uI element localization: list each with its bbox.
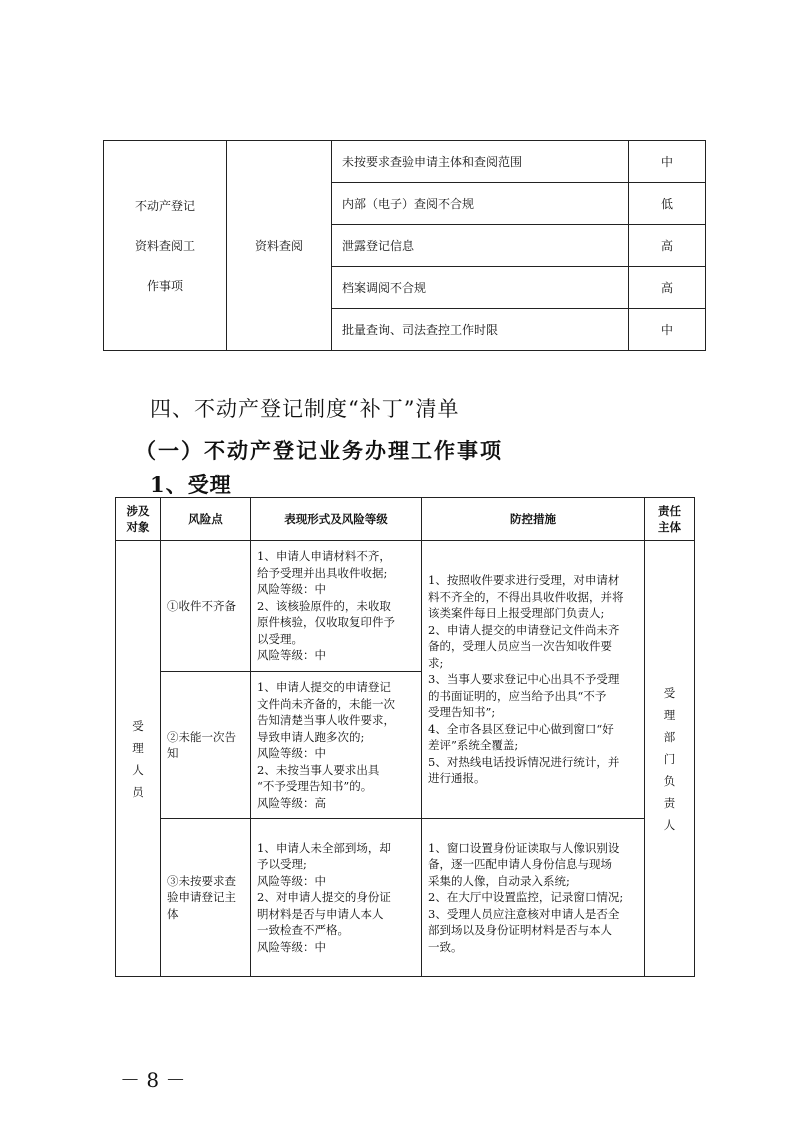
measure-line: 1、窗口设置身份证读取与人像识别设 <box>428 840 620 855</box>
owner-char: 责 <box>663 795 676 810</box>
category-line: 不动产登记 <box>134 198 195 213</box>
top-risk-table <box>103 140 706 351</box>
measure-line: 求; <box>428 655 444 670</box>
measure-line: 受理告知书”; <box>428 705 496 720</box>
risk-cell: 批量查询、司法查控工作时限 <box>332 308 629 350</box>
category-line: 资料查阅工 <box>134 238 195 253</box>
level-cell: 中 <box>629 141 706 183</box>
header-line: 对象 <box>126 520 150 534</box>
form-line: 文件尚未齐备的，未能一次 <box>257 696 395 711</box>
form-line: 风险等级：中 <box>257 939 326 954</box>
owner-char: 理 <box>663 707 676 722</box>
form-line: 2、该核验原件的，未收取 <box>257 598 391 613</box>
form-cell <box>251 672 422 819</box>
measure-line: 采集的人像，自动录入系统; <box>428 873 570 888</box>
subsection-heading: （一）不动产登记业务办理工作事项 <box>135 438 503 463</box>
measure-line: 3、受理人员应注意核对申请人是否全 <box>428 906 620 921</box>
form-line: 2、对申请人提交的身份证 <box>257 890 391 905</box>
risk-point-cell: ②未能一次告知 <box>161 672 251 819</box>
measure-line: 料不齐全的，不得出具收件收据，并将 <box>428 589 624 604</box>
form-line: 风险等级：中 <box>257 746 326 760</box>
owner-cell <box>645 541 695 977</box>
subject-char: 受 <box>132 718 144 733</box>
risk-cell: 未按要求查验申请主体和查阅范围 <box>332 141 629 183</box>
subject-char: 理 <box>132 740 144 755</box>
measure-line: 备的，受理人员应当一次告知收件要 <box>428 639 612 654</box>
measure-line: 2、申请人提交的申请登记文件尚未齐 <box>428 622 620 637</box>
risk-cell: 内部（电子）查阅不合规 <box>332 182 629 224</box>
form-line: 风险等级：高 <box>257 795 326 810</box>
form-line: 原件核验，仅收取复印件予 <box>257 615 395 630</box>
header-form-level: 表现形式及风险等级 <box>251 498 422 541</box>
category-cell <box>104 141 227 351</box>
measure-line: 1、按照收件要求进行受理，对申请材 <box>428 573 620 588</box>
owner-char: 部 <box>663 729 676 744</box>
owner-char: 负 <box>663 773 676 788</box>
risk-cell: 泄露登记信息 <box>332 224 629 266</box>
form-line: 1、申请人申请材料不齐， <box>257 549 391 564</box>
level-cell: 高 <box>629 224 706 266</box>
form-line: 明材料是否与申请人本人 <box>257 906 384 921</box>
section-heading: 四、不动产登记制度“补丁”清单 <box>150 397 460 421</box>
category-line: 作事项 <box>146 278 183 293</box>
form-line: 导致申请人跑多次的; <box>257 729 365 744</box>
owner-char: 门 <box>663 751 676 766</box>
level-cell: 高 <box>629 266 706 308</box>
measure-line: 部到场以及身份证明材料是否与本人 <box>428 923 612 938</box>
header-subject <box>116 498 161 541</box>
subject-char: 人 <box>132 762 144 777</box>
form-line: 1、申请人提交的申请登记 <box>257 680 391 694</box>
header-owner <box>645 498 695 541</box>
header-line: 责任 <box>658 504 681 518</box>
form-line: 风险等级：中 <box>257 648 326 663</box>
form-line: 给予受理并出具收件收据; <box>257 565 388 580</box>
measure-line: 该类案件每日上报受理部门负责人; <box>428 606 605 621</box>
risk-point-cell: ①收件不齐备 <box>161 541 251 672</box>
risk-cell: 档案调阅不合规 <box>332 266 629 308</box>
owner-char: 受 <box>663 685 676 700</box>
subject-char: 员 <box>132 784 144 799</box>
acceptance-risk-table <box>115 497 695 977</box>
measure-line: 3、当事人要求登记中心出具不予受理 <box>428 672 620 687</box>
header-line: 涉及 <box>126 504 150 518</box>
header-line: 主体 <box>658 520 681 534</box>
page-number: － 8 － <box>120 1068 186 1092</box>
measures-cell <box>422 819 645 977</box>
form-cell <box>251 819 422 977</box>
subject-cell <box>116 541 161 977</box>
level-cell: 低 <box>629 182 706 224</box>
measure-line: 一致。 <box>428 939 463 954</box>
header-risk-point: 风险点 <box>161 498 251 541</box>
measure-line: 4、全市各县区登记中心做到窗口“好 <box>428 721 614 736</box>
owner-char: 人 <box>663 817 676 832</box>
measure-line: 2、在大厅中设置监控，记录窗口情况; <box>428 890 624 905</box>
form-line: 风险等级：中 <box>257 582 326 597</box>
form-line: 予以受理; <box>257 857 307 872</box>
measure-line: 5、对热线电话投诉情况进行统计，并 <box>428 754 620 769</box>
form-line: 以受理。 <box>257 631 303 646</box>
measures-cell <box>422 541 645 819</box>
form-line: 2、未按当事人要求出具 <box>257 762 380 777</box>
measure-line: 的书面证明的，应当给予出具“不予 <box>428 688 607 703</box>
subcategory-cell: 资料查阅 <box>227 141 332 351</box>
form-line: 1、申请人未全部到场，却 <box>257 840 391 855</box>
measure-line: 差评”系统全覆盖; <box>428 738 519 753</box>
risk-point-cell: ③未按要求查验申请登记主体 <box>161 819 251 977</box>
level-cell: 中 <box>629 308 706 350</box>
form-line: 风险等级：中 <box>257 873 326 888</box>
form-line: 一致检查不严格。 <box>257 923 349 938</box>
form-cell <box>251 541 422 672</box>
form-line: 告知清楚当事人收件要求， <box>257 713 395 727</box>
form-line: “不予受理告知书”的。 <box>257 779 373 793</box>
item-heading: 1、受理 <box>150 472 232 497</box>
header-measures: 防控措施 <box>422 498 645 541</box>
measure-line: 备，逐一匹配申请人身份信息与现场 <box>428 857 612 872</box>
measure-line: 进行通报。 <box>428 771 486 786</box>
